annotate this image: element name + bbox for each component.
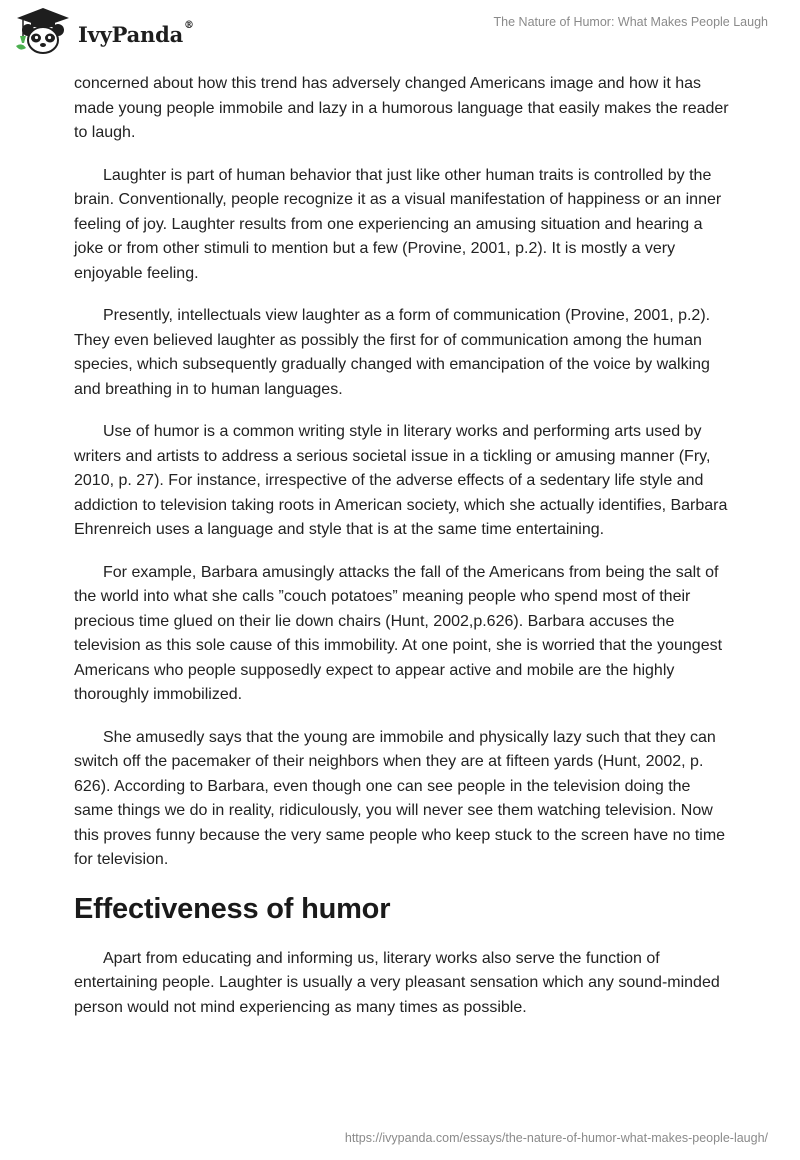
paragraph: Apart from educating and informing us, literary works also serve the function of entertaining people. Laughter is usually a very pleasant sensation which any sound-minded person would not mind experiencing as many times as possible. [74,949,720,1016]
panda-graduate-icon [14,6,72,56]
page-header [0,0,800,70]
paragraph: For example, Barbara amusingly attacks the fall of the Americans from being the salt of the world into what she calls ”couch potatoes” meaning people who spend most of their precious time glued on their lie down chairs (Hunt, 2002,p.626). Barbara accuses the television as this sole cause of this immobility. At one point, she is worried that the youngest Americans who people supposedly expect to appear active and mobile are the highly thoroughly immobilized. [74,563,723,703]
paragraph: She amusedly says that the young are immobile and physically lazy such that they can switch off the pacemaker of their neighbors when they are at fifteen yards (Hunt, 2002, p. 626). According to Barbara, even though one can see people in the television doing the same things we do in reality, ridiculously, you will never see them watching television. Now this proves funny because the very same people who keep stuck to the screen have no time for television. [74,728,726,868]
paragraph: concerned about how this trend has adversely changed Americans image and how it has made young people immobile and lazy in a humorous language that easily makes the reader to laugh. [74,75,729,141]
section-heading: Effectiveness of humor [74,892,391,925]
paragraph: Use of humor is a common writing style in literary works and performing arts used by writers and artists to address a serious societal issue in a tickling or amusing manner (Fry, 2010, p. 27). For instance, irrespective of the adverse effects of a sedentary life style and addiction to television taking roots in American society, which she actually identifies, Barbara Ehrenreich uses a language and style that is at the same time entertaining. [74,423,728,538]
document-title: The Nature of Humor: What Makes People Laugh [493,15,768,29]
essay-content [74,72,730,1038]
paragraph: Laughter is part of human behavior that just like other human traits is controlled by the brain. Conventionally, people recognize it as a visual manifestation of happiness or an inner feeling of joy. Laughter results from one experiencing an amusing situation and hearing a joke or from other stimuli to mention but a few (Provine, 2001, p.2). It is mostly a very enjoyable feeling. [74,166,722,282]
ivypanda-logo[interactable] [14,6,194,56]
paragraph: Presently, intellectuals view laughter as a form of communication (Provine, 2001, p.2). They even believed laughter as possibly the first for of communication among the human species, which subsequently gradually changed with emancipation of the voice by walking and breathing in to human languages. [74,307,711,398]
logo-wordmark: IvyPanda® [78,19,194,47]
source-url[interactable]: https://ivypanda.com/essays/the-nature-of-humor-what-makes-people-laugh/ [344,1131,768,1145]
